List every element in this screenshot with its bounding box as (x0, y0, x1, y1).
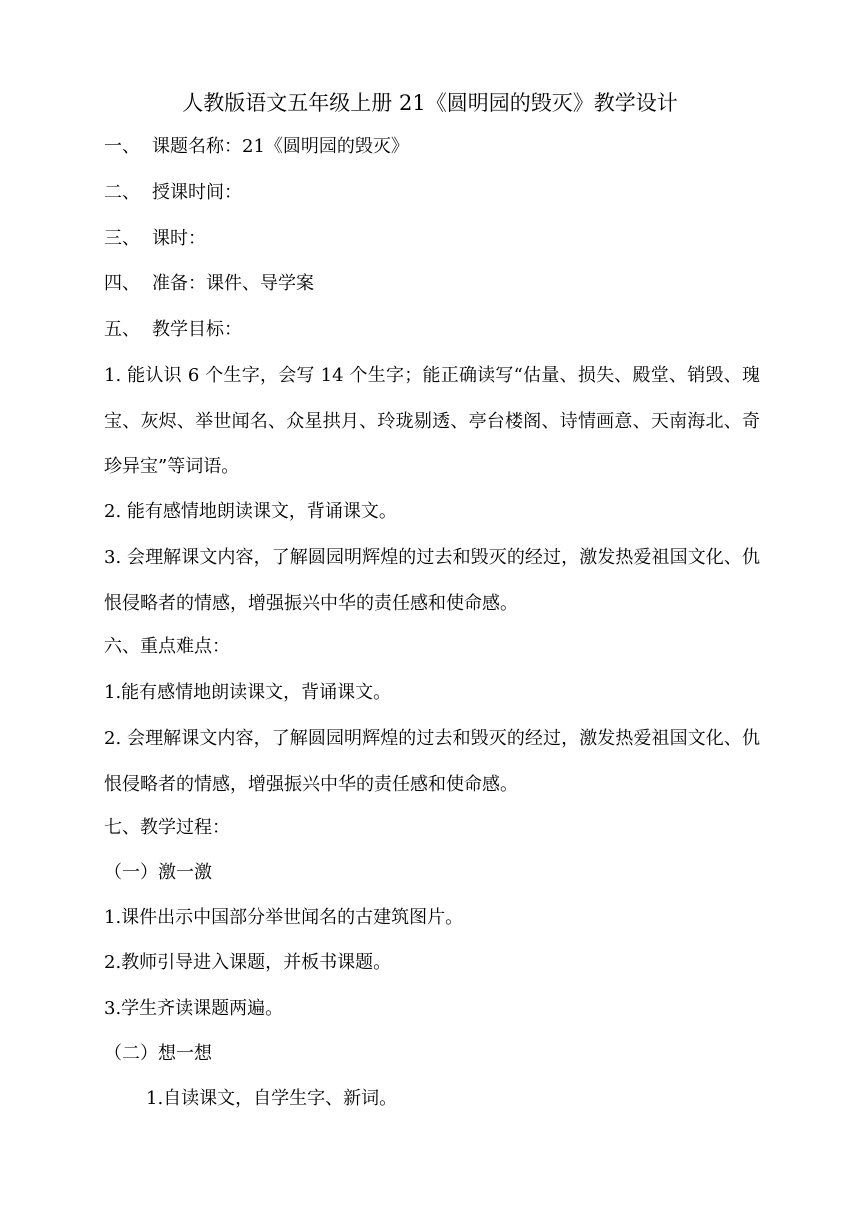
key-point-paragraph-2: 2. 会理解课文内容，了解圆园明辉煌的过去和毁灭的经过，激发热爱祖国文化、仇恨侵略者的情感，增强振兴中华的责任感和使命感。 (104, 728, 760, 795)
section-text: 准备：课件、导学案 (152, 273, 314, 294)
part-two-heading: （二）想一想 (104, 1043, 212, 1064)
section-line-3 (104, 224, 206, 254)
section-number: 二、 (104, 182, 140, 203)
section-text: 教学目标： (152, 319, 242, 340)
part-one-heading: （一）激一激 (104, 862, 212, 883)
section-text: 课题名称：21《圆明园的毁灭》 (152, 136, 409, 157)
part-one-item-1: 1.课件出示中国部分举世闻名的古建筑图片。 (104, 907, 464, 928)
part-one-item-2: 2.教师引导进入课题，并板书课题。 (104, 952, 392, 973)
key-point-paragraph-1: 1.能有感情地朗读课文，背诵课文。 (104, 682, 392, 703)
section-line-2 (104, 178, 242, 208)
section-number: 五、 (104, 319, 140, 340)
section-text: 课时： (152, 228, 206, 249)
part-two-item-1: 1.自读课文，自学生字、新词。 (146, 1088, 398, 1109)
document-title: 人教版语文五年级上册 21《圆明园的毁灭》教学设计 (182, 91, 678, 115)
section-number: 三、 (104, 228, 140, 249)
section-number: 一、 (104, 136, 140, 157)
section-number: 四、 (104, 273, 140, 294)
key-points-heading: 六、重点难点： (104, 636, 230, 657)
goal-paragraph-1: 1. 能认识 6 个生字，会写 14 个生字；能正确读写“估量、损失、殿堂、销毁、瑰宝、灰烬、举世闻名、众星拱月、玲珑剔透、亭台楼阁、诗情画意、天南海北、奇珍异宝”等词语。 (104, 365, 760, 477)
section-line-1 (104, 132, 409, 162)
section-line-4 (104, 269, 314, 299)
process-heading: 七、教学过程： (104, 817, 230, 838)
goal-paragraph-3: 3. 会理解课文内容，了解圆园明辉煌的过去和毁灭的经过，激发热爱祖国文化、仇恨侵略者的情感，增强振兴中华的责任感和使命感。 (104, 547, 760, 614)
part-one-item-3: 3.学生齐读课题两遍。 (104, 998, 284, 1019)
goal-paragraph-2: 2. 能有感情地朗读课文，背诵课文。 (104, 501, 397, 522)
section-text: 授课时间： (152, 182, 242, 203)
section-line-5 (104, 315, 242, 345)
